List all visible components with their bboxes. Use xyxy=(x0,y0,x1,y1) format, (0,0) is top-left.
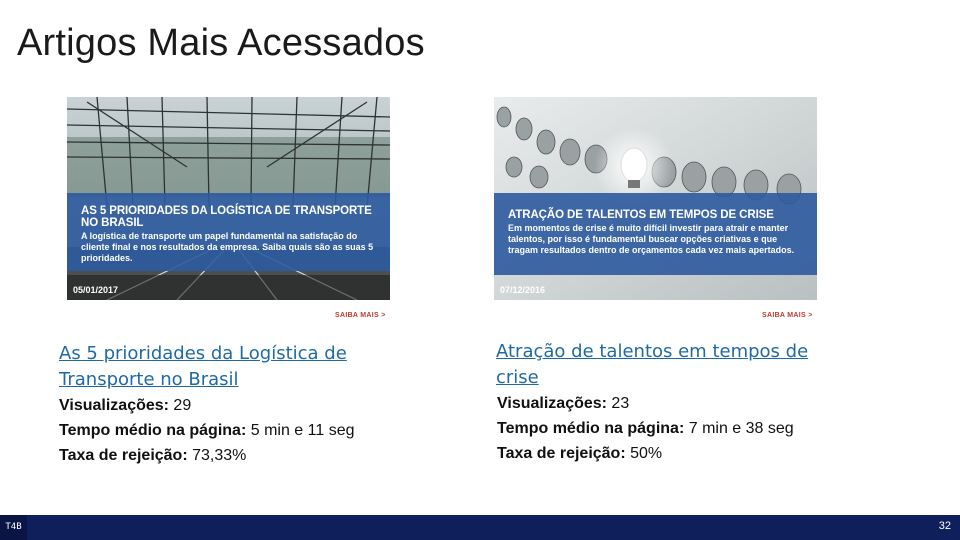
overlay-text: Em momentos de crise é muito difícil investir para atrair e manter talentos, por isso é fundamental buscar opções criativas e que tragam resultados dentro de orçamentos cada vez mais apertados. xyxy=(508,223,795,255)
saiba-mais-link[interactable]: SAIBA MAIS > xyxy=(762,312,813,319)
company-logo: T4B xyxy=(0,515,27,540)
bounce-value: 50% xyxy=(625,445,663,462)
time-value: 5 min e 11 seg xyxy=(246,422,355,439)
lightbulbs-photo xyxy=(494,97,817,300)
slide-title: Artigos Mais Acessados xyxy=(17,22,425,64)
footer-bar xyxy=(0,515,960,540)
bounce-label: Taxa de rejeição: xyxy=(497,445,626,462)
article-link-logistics[interactable]: As 5 prioridades da Logística de Transporte no Brasil xyxy=(59,343,347,390)
article-thumbnail-logistics[interactable] xyxy=(67,97,390,300)
bounce-row xyxy=(497,441,877,466)
article-thumbnail-talents[interactable] xyxy=(494,97,817,300)
time-label: Tempo médio na página: xyxy=(59,422,247,439)
article-date: 05/01/2017 xyxy=(73,285,119,295)
views-row xyxy=(497,391,877,416)
views-value: 29 xyxy=(168,397,192,414)
article-link-talents[interactable]: Atração de talentos em tempos de crise xyxy=(496,341,809,388)
views-label: Visualizações: xyxy=(59,397,169,414)
views-label: Visualizações: xyxy=(497,395,607,412)
article-stats xyxy=(59,393,439,468)
views-row xyxy=(59,393,439,418)
bounce-row xyxy=(59,443,439,468)
time-row xyxy=(497,416,877,441)
bounce-label: Taxa de rejeição: xyxy=(59,447,188,464)
overlay-text: A logística de transporte um papel fundamental na satisfação do cliente final e nos resultados da empresa. Saiba quais são as suas 5 prioridades. xyxy=(81,231,374,263)
time-label: Tempo médio na página: xyxy=(497,420,685,437)
article-date: 07/12/2016 xyxy=(500,285,546,295)
time-row xyxy=(59,418,439,443)
overlay-title: ATRAÇÃO DE TALENTOS EM TEMPOS DE CRISE xyxy=(508,209,774,221)
overlay-title: AS 5 PRIORIDADES DA LOGÍSTICA DE TRANSPORTE NO BRASIL xyxy=(81,205,372,229)
views-value: 23 xyxy=(606,395,630,412)
article-stats xyxy=(497,391,877,466)
page-number: 32 xyxy=(938,520,951,532)
time-value: 7 min e 38 seg xyxy=(684,420,794,437)
bounce-value: 73,33% xyxy=(187,447,247,464)
saiba-mais-link[interactable]: SAIBA MAIS > xyxy=(335,312,386,319)
